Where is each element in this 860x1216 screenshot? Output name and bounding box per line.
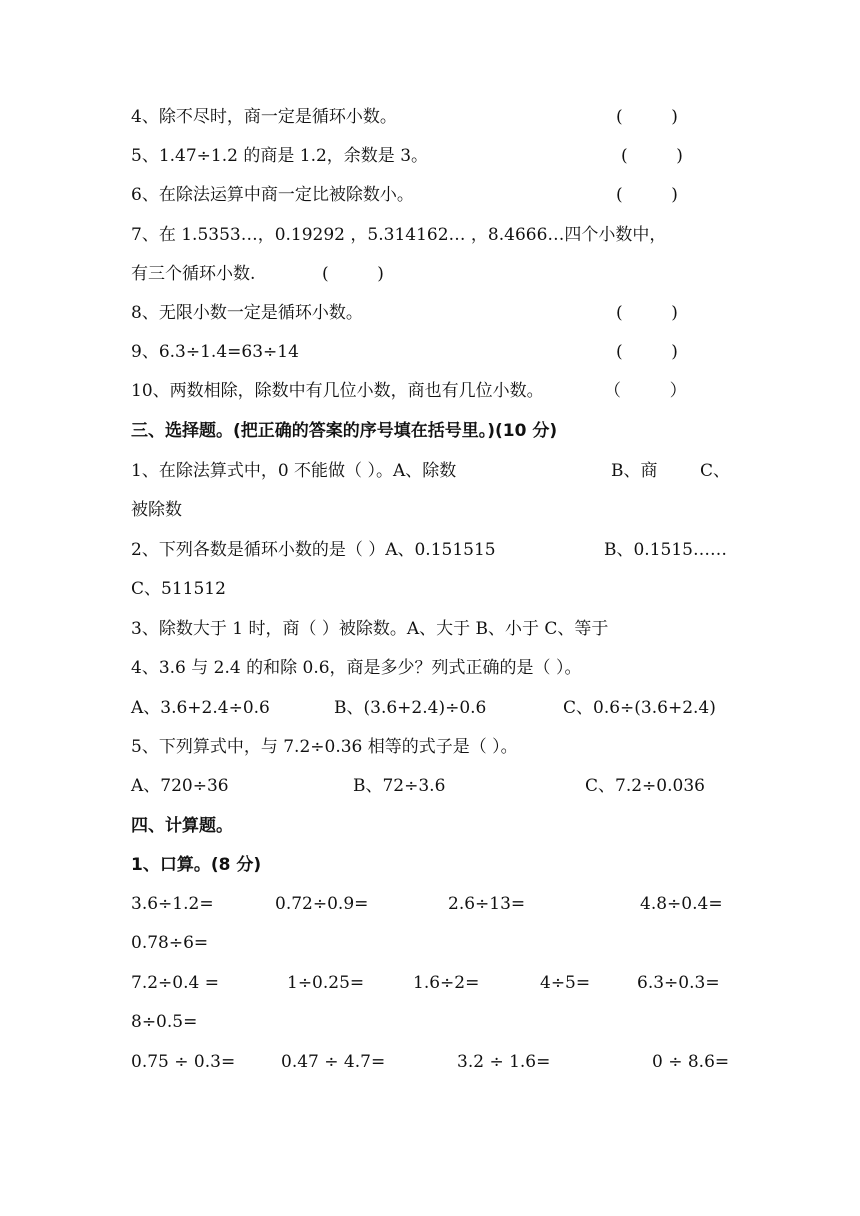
calc-item: 4÷5=	[540, 973, 591, 993]
calc-item: 4.8÷0.4=	[640, 894, 723, 914]
calc-item: 6.3÷0.3=	[637, 973, 720, 993]
judge-q7-line1: 7、在 1.5353…，0.19292 ，5.314162… ，8.4666…四个小数中，	[131, 225, 667, 245]
choice-q1-option-c: C、	[700, 461, 731, 481]
calc-item: 3.2 ÷ 1.6=	[457, 1052, 551, 1072]
choice-q4-option-c: C、0.6÷(3.6+2.4)	[563, 698, 716, 718]
section3-title: 三、选择题。(把正确的答案的序号填在括号里。)(10 分)	[131, 421, 558, 441]
choice-q5: 5、下列算式中，与 7.2÷0.36 相等的式子是（ ）。	[131, 737, 518, 757]
answer-blank-q9[interactable]: ( )	[616, 342, 678, 362]
judge-q9: 9、6.3÷1.4=63÷14	[131, 342, 299, 362]
choice-q4: 4、3.6 与 2.4 的和除 0.6，商是多少？列式正确的是（ ）。	[131, 658, 582, 678]
choice-q5-option-a: A、720÷36	[131, 776, 229, 796]
choice-q5-option-b: B、72÷3.6	[353, 776, 446, 796]
choice-q4-option-b: B、(3.6+2.4)÷0.6	[334, 698, 487, 718]
calc-item: 1÷0.25=	[287, 973, 365, 993]
choice-q3: 3、除数大于 1 时，商（ ）被除数。A、大于 B、小于 C、等于	[131, 619, 609, 639]
calc-item: 0.72÷0.9=	[275, 894, 369, 914]
judge-q8: 8、无限小数一定是循环小数。	[131, 303, 363, 323]
calc-item: 2.6÷13=	[448, 894, 526, 914]
calc-item: 8÷0.5=	[131, 1012, 198, 1032]
calc-item: 0.78÷6=	[131, 933, 209, 953]
choice-q2-option-c: C、511512	[131, 579, 226, 599]
answer-blank-q6[interactable]: ( )	[616, 185, 678, 205]
answer-blank-q10[interactable]: （ ）	[604, 381, 687, 401]
calc-item: 1.6÷2=	[413, 973, 480, 993]
calc-item: 3.6÷1.2=	[131, 894, 214, 914]
choice-q2: 2、下列各数是循环小数的是（ ）A、0.151515	[131, 540, 496, 560]
answer-blank-q8[interactable]: ( )	[616, 303, 678, 323]
judge-q6: 6、在除法运算中商一定比被除数小。	[131, 185, 414, 205]
calc-item: 0.47 ÷ 4.7=	[281, 1052, 386, 1072]
answer-blank-q4[interactable]: ( )	[616, 107, 678, 127]
answer-blank-q5[interactable]: ( )	[621, 146, 683, 166]
calc-item: 0 ÷ 8.6=	[652, 1052, 730, 1072]
choice-q5-option-c: C、7.2÷0.036	[585, 776, 705, 796]
section4-sub1-title: 1、口算。(8 分)	[131, 855, 262, 875]
answer-blank-q7[interactable]: ( )	[322, 264, 384, 284]
choice-q4-option-a: A、3.6+2.4÷0.6	[131, 698, 270, 718]
choice-q1: 1、在除法算式中，0 不能做（ ）。A、除数	[131, 461, 457, 481]
judge-q7-line2: 有三个循环小数.	[131, 264, 256, 284]
calc-item: 7.2÷0.4 =	[131, 973, 219, 993]
judge-q4: 4、除不尽时，商一定是循环小数。	[131, 107, 397, 127]
judge-q5: 5、1.47÷1.2 的商是 1.2，余数是 3。	[131, 146, 429, 166]
judge-q10: 10、两数相除，除数中有几位小数，商也有几位小数。	[131, 381, 544, 401]
calc-item: 0.75 ÷ 0.3=	[131, 1052, 236, 1072]
choice-q1-option-c-text: 被除数	[131, 500, 182, 520]
choice-q2-option-b: B、0.1515……	[604, 540, 727, 560]
choice-q1-option-b: B、商	[611, 461, 658, 481]
section4-title: 四、计算题。	[131, 816, 233, 836]
